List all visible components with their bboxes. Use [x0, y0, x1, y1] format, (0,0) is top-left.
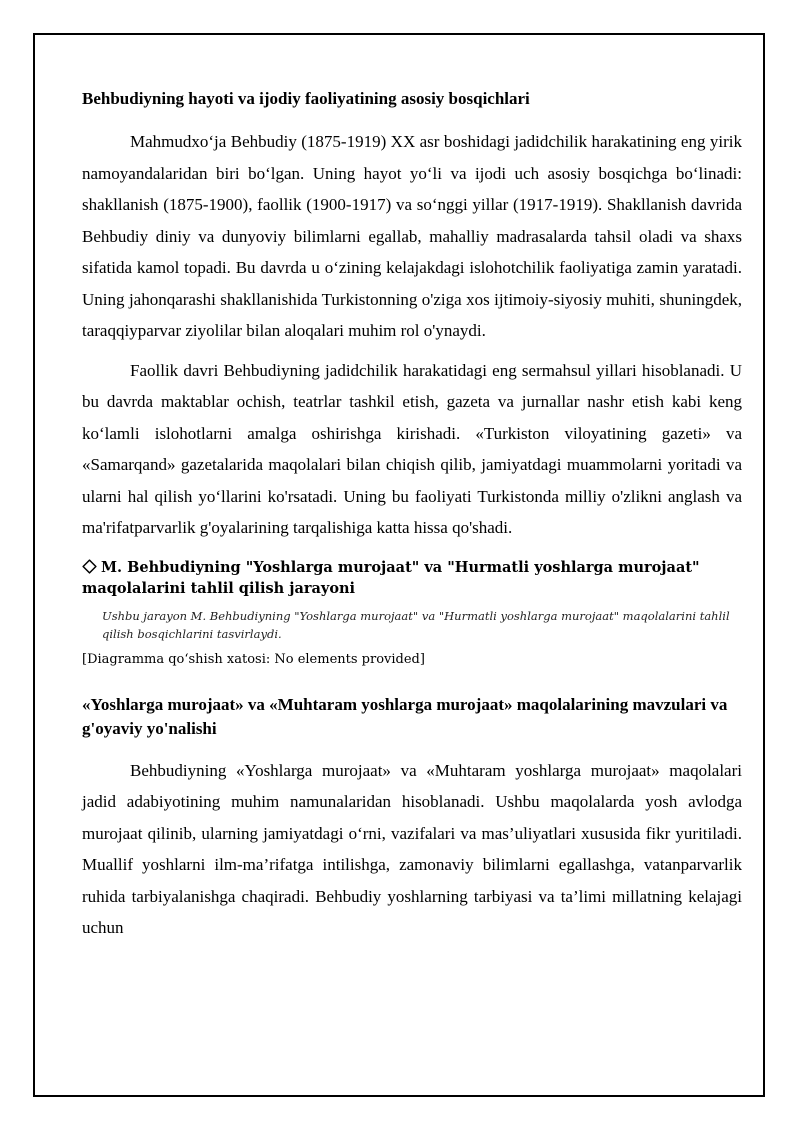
paragraph-active-period: Faollik davri Behbudiyning jadidchilik harakatidagi eng sermahsul yillari hisoblanadi. U bu davrda maktablar ochish, teatrlar tashkil etish, gazeta va jurnallar nashr etish kabi keng ko‘lamli islohotlarni amalga oshirishga kirishadi. «Turkiston viloyatining gazeti» va «Samarqand» gazetalarida maqolalari bilan chiqish qilib, jamiyatdagi muammolarni yoritadi va ularni hal qilish yo‘llarini ko'rsatadi. Uning bu faoliyati Turkistonda milliy o'zlikni anglash va ma'rifatparvarlik g'oyalarining tarqalishiga katta hissa qo'shadi.	[82, 360, 742, 537]
section-heading-articles: «Yoshlarga murojaat» va «Muhtaram yoshlarga murojaat» maqolalarining mavzulari va g'oyaviy yo'nalishi	[82, 694, 728, 738]
diagram-placeholder	[82, 557, 742, 669]
section-heading-biography: Behbudiyning hayoti va ijodiy faoliyatining asosiy bosqichlari	[82, 89, 530, 108]
paragraph-articles-themes: Behbudiyning «Yoshlarga murojaat» va «Muhtaram yoshlarga murojaat» maqolalari jadid adabiyotining muhim namunalaridan hisoblanadi. Ushbu maqolalarda yosh avlodga murojaat qilinib, ularning jamiyatdagi o‘rni, vazifalari va mas’uliyatlari xususida fikr yuritiladi. Muallif yoshlarni ilm-ma’rifatga intilishga, zamonaviy bilimlarni egallashga, vatanparvarlik ruhida tarbiyalanishga chaqiradi. Behbudiy yoshlarning tarbiyasi va ta’limi millatning kelajagi uchun	[82, 760, 742, 937]
diamond-outline-icon	[82, 559, 97, 574]
diagram-title-text: M. Behbudiyning "Yoshlarga murojaat" va "Hurmatli yoshlarga murojaat" maqolalarini tahlil qilish jarayoni	[82, 558, 700, 597]
diagram-title	[82, 557, 742, 599]
paragraph-formation-period: Mahmudxo‘ja Behbudiy (1875-1919) XX asr boshidagi jadidchilik harakatining eng yirik namoyandalaridan biri bo‘lgan. Uning hayot yo‘li va ijodi uch asosiy bosqichga bo‘linadi: shakllanish (1875-1900), faollik (1900-1917) va so‘nggi yillar (1917-1919). Shakllanish davrida Behbudiy diniy va dunyoviy bilimlarni egallab, mahalliy madrasalarda tahsil oladi va shaxs sifatida kamol topadi. Bu davrda u o‘zining kelajakdagi islohotchilik faoliyatiga zamin yaratadi. Uning jahonqarashi shakllanishida Turkistonning o'ziga xos ijtimoiy-siyosiy muhiti, shuningdek, taraqqiyparvar ziyolilar bilan aloqalari muhim rol o'ynaydi.	[82, 132, 742, 340]
diagram-caption: Ushbu jarayon M. Behbudiyning "Yoshlarga murojaat" va "Hurmatli yoshlarga murojaat" maqolalarini tahlil qilish bosqichlarini tasvirlaydi.	[102, 608, 730, 641]
diagram-error-message: [Diagramma qo‘shish xatosi: No elements provided]	[82, 651, 425, 667]
document-content	[82, 82, 742, 944]
